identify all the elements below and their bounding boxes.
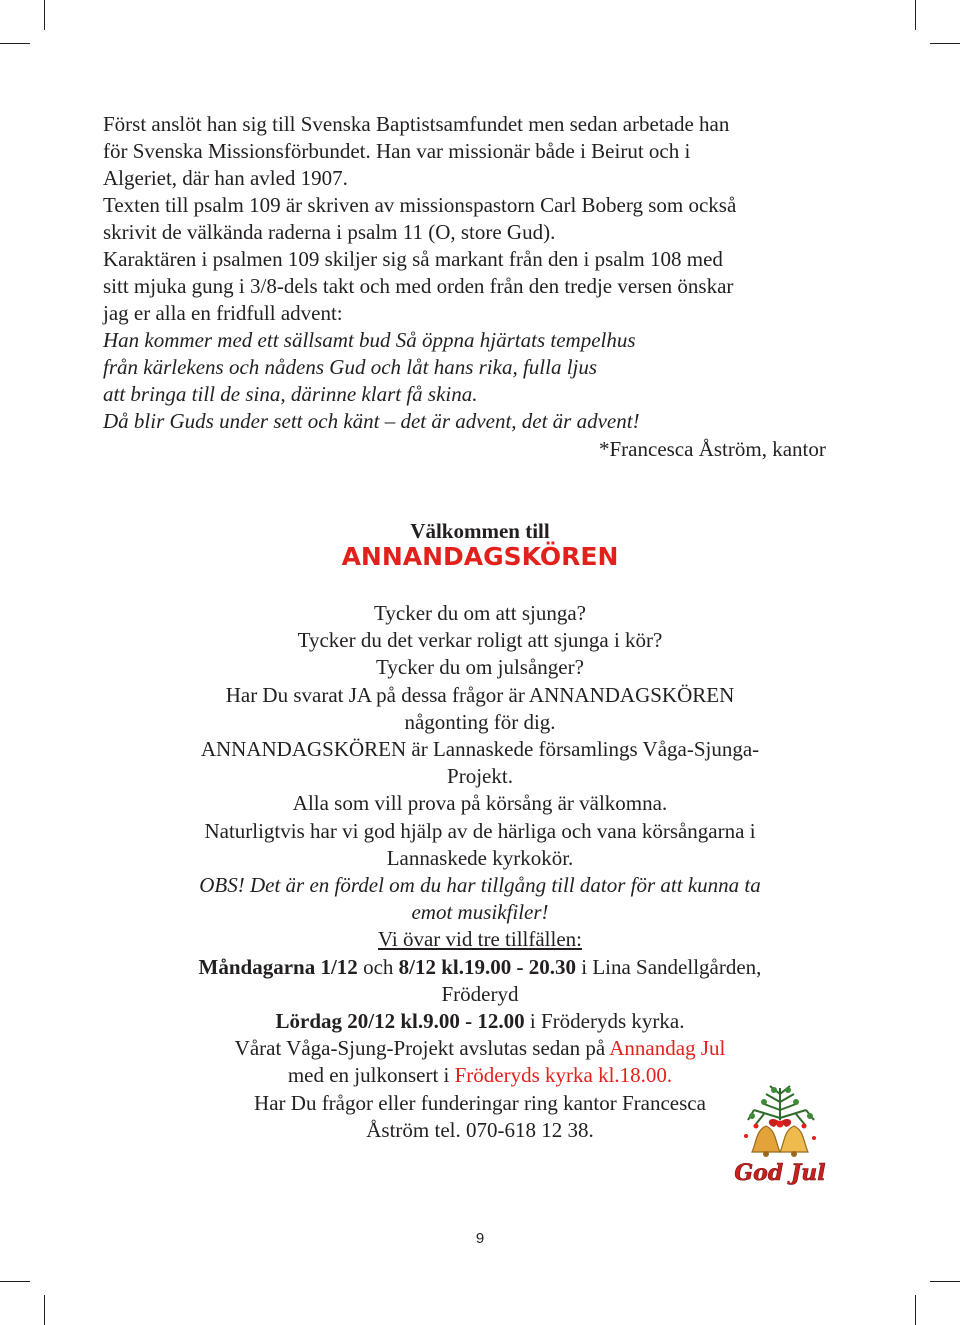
body-line: för Svenska Missionsförbundet. Han var missionär både i Beirut och i: [103, 139, 691, 163]
welcome-heading: Välkommen till: [410, 519, 550, 543]
crop-mark: [44, 0, 45, 30]
saturday-schedule: [120, 1008, 840, 1035]
info-line: Projekt.: [447, 764, 513, 789]
monday-place-2: Fröderyd: [441, 981, 519, 1006]
info-line: någonting för dig.: [404, 709, 556, 734]
contact-line: Åström tel. 070-618 12 38.: [366, 1117, 594, 1142]
body-line: sitt mjuka gung i 3/8-dels takt och med orden från den tredje versen önskar: [103, 274, 734, 298]
info-line: Tycker du det verkar roligt att sjunga i kör?: [297, 628, 663, 653]
crop-mark: [915, 1295, 916, 1325]
crop-mark: [0, 1281, 30, 1282]
obs-note: OBS! Det är en fördel om du har tillgång till dator för att kunna ta: [199, 873, 761, 898]
monday-and: och: [357, 954, 399, 979]
body-line: Karaktären i psalmen 109 skiljer sig så markant från den i psalm 108 med: [103, 247, 723, 271]
crop-mark: [930, 1281, 960, 1282]
monday-time: 8/12 kl.19.00 - 20.30: [398, 954, 576, 979]
verse-line: från kärlekens och nådens Gud och låt hans rika, fulla ljus: [103, 355, 598, 379]
choir-title: ANNANDAGSKÖREN: [341, 542, 619, 571]
verse-line: Då blir Guds under sett och känt – det är advent, det är advent!: [103, 409, 640, 433]
crop-mark: [915, 0, 916, 30]
ending-text: Vårat Våga-Sjung-Projekt avslutas sedan på: [234, 1036, 610, 1061]
crop-mark: [930, 43, 960, 44]
greeting-lettering: God Jul: [734, 1160, 826, 1186]
verse-line: Han kommer med ett sällsamt bud Så öppna hjärtats tempelhus: [103, 328, 636, 352]
monday-schedule: [120, 954, 840, 981]
body-line: Texten till psalm 109 är skriven av missionspastorn Carl Boberg som också: [103, 193, 737, 217]
choir-info: [120, 600, 840, 1144]
info-line: Har Du svarat JA på dessa frågor är ANNANDAGSKÖREN: [225, 682, 735, 707]
annandag-jul: Annandag Jul: [609, 1036, 726, 1061]
concert-place: Fröderyds kyrka kl.18.00.: [454, 1063, 673, 1088]
concert-line: [120, 1062, 840, 1089]
info-line: Tycker du om att sjunga?: [374, 601, 586, 625]
signature: *Francesca Åström, kantor: [599, 437, 826, 461]
verse-line: att bringa till de sina, därinne klart få skina.: [103, 382, 478, 406]
christmas-bells-icon: [734, 1080, 826, 1190]
saturday-time: Lördag 20/12 kl.9.00 - 12.00: [275, 1009, 525, 1034]
contact-line: Har Du frågor eller funderingar ring kantor Francesca: [254, 1090, 706, 1115]
intro-article: [103, 111, 863, 435]
concert-text: med en julkonsert i: [287, 1063, 455, 1088]
monday-place: i Lina Sandellgården,: [575, 954, 762, 979]
body-line: skrivit de välkända raderna i psalm 11 (O, store Gud).: [103, 220, 556, 244]
info-line: ANNANDAGSKÖREN är Lannaskede församlings Våga-Sjunga-: [200, 737, 760, 762]
ending-line: [120, 1035, 840, 1062]
info-line: Naturligtvis har vi god hjälp av de härliga och vana körsångarna i: [204, 818, 756, 843]
body-line: Först anslöt han sig till Svenska Baptistsamfundet men sedan arbetade han: [103, 112, 730, 136]
obs-note: emot musikfiler!: [411, 900, 549, 925]
crop-mark: [0, 43, 30, 44]
crop-mark: [44, 1295, 45, 1325]
info-line: Alla som vill prova på körsång är välkomna.: [292, 791, 668, 816]
info-line: Tycker du om julsånger?: [376, 655, 584, 680]
body-line: Algeriet, där han avled 1907.: [103, 166, 348, 190]
body-line: jag er alla en fridfull advent:: [103, 301, 343, 325]
practice-heading: Vi övar vid tre tillfällen:: [377, 927, 582, 952]
monday-day: Måndagarna 1/12: [198, 954, 358, 979]
saturday-place: i Fröderyds kyrka.: [524, 1009, 685, 1034]
page-number: 9: [475, 1230, 485, 1247]
info-line: Lannaskede kyrkokör.: [386, 845, 574, 870]
